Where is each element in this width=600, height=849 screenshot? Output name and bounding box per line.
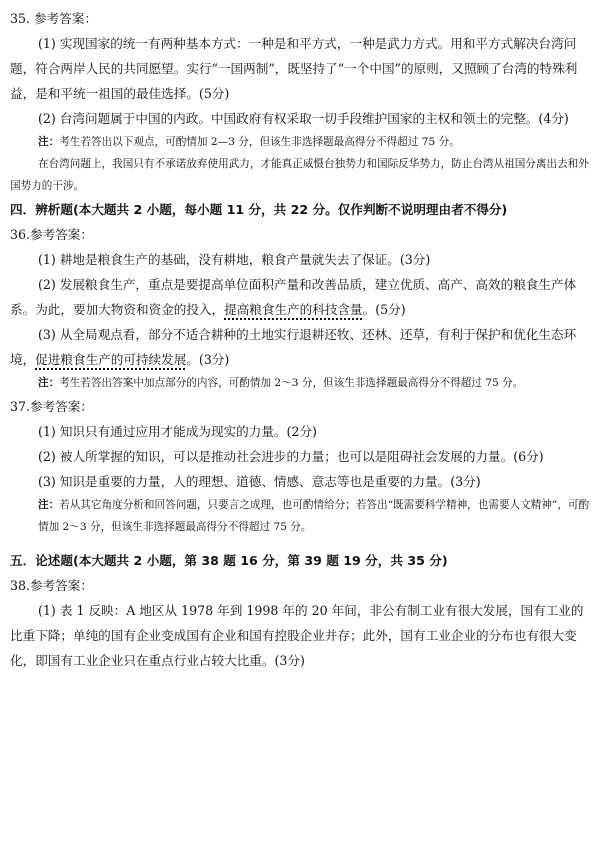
q37-answer-1: (1) 知识只有通过应用才能成为现实的力量。(2分) [38,424,317,439]
q38-heading: 38.参考答案： [10,578,93,593]
q36-note [10,372,590,394]
q37-answer-3: (3) 知识是重要的力量，人的理想、道德、情感、意志等也是重要的力量。(3分) [38,474,481,489]
q35-heading: 35. 参考答案： [10,11,98,26]
q35-note [10,131,590,153]
q35-note-paragraph: 在台湾问题上，我国只有不承诺放弃使用武力，才能真正威慑台独势力和国际反华势力，防止台湾从祖国分离出去和外国势力的干涉。 [10,158,589,192]
section-4-title: 四．辨析题(本大题共 2 小题，每小题 11 分，共 22 分。仅作判断不说明理由者不得分) [10,202,508,217]
q35-answer-1: (1) 实现国家的统一有两种基本方式：一种是和平方式，一种是武力方式。用和平方式解决台湾问题，符合两岸人民的共同愿望。实行“一国两制”，既坚持了“一个中国”的原则，又照顾了台湾的特殊利益，是和平统一祖国的最佳选择。(5分) [10,36,578,101]
emphasis-dotted-text: 促进粮食生产的可持续发展 [35,352,187,367]
note-label: 注： [38,499,60,511]
q35-answer-2: (2) 台湾问题属于中国的内政。中国政府有权采取一切手段维护国家的主权和领土的完整。(4分) [38,111,569,126]
spacer [10,538,590,548]
section-5-title: 五．论述题(本大题共 2 小题，第 38 题 16 分，第 39 题 19 分，共 35 分) [10,553,448,568]
q37-answer-2: (2) 被人所掌握的知识，可以是推动社会进步的力量；也可以是阻碍社会发展的力量。(6分) [38,449,544,464]
q36-answer-2-score: 。(5分) [362,302,406,317]
q36-answer-3-text: (3) 从全局观点看，部分不适合耕种的土地实行退耕还牧、还林、还草，有利于保护和优化生态环境， [10,327,577,367]
q36-answer-3 [10,322,590,372]
note-label: 注： [38,377,60,389]
q36-answer-3-score: 。(3分) [186,352,230,367]
note-label: 注： [38,136,60,148]
q36-answer-2 [10,272,590,322]
q37-note [10,494,590,538]
q36-answer-2-text: (2) 发展粮食生产，重点是要提高单位面积产量和改善品质，建立优质、高产、高效的粮食生产体系。为此，要加大物资和资金的投入， [10,277,577,317]
note-text: 考生若答出以下观点，可酌情加 2—3 分，但该生非选择题最高得分不得超过 75 分。 [59,136,460,148]
q38-answer-1: (1) 表 1 反映：A 地区从 1978 年到 1998 年的 20 年间，非公有制工业有很大发展，国有工业的比重下降；单纯的国有企业变成国有企业和国有控股企业并存；此外，国有工业企业的分布也有很大变化，即国有工业企业只在重点行业占较大比重。(3分) [10,603,584,668]
q36-heading: 36.参考答案： [10,227,93,242]
q37-heading: 37.参考答案： [10,399,93,414]
q36-answer-1: (1) 耕地是粮食生产的基础，没有耕地，粮食产量就失去了保证。(3分) [38,252,431,267]
note-text: 若从其它角度分析和回答问题，只要言之成理，也可酌情给分；若答出“既需要科学精神，也需要人文精神”，可酌情加 2～3 分，但该生非选择题最高得分不得超过 75 分。 [38,499,590,533]
emphasis-dotted-text: 提高粮食生产的科技含量 [224,302,363,317]
note-text: 考生若答出答案中加点部分的内容，可酌情加 2～3 分，但该生非选择题最高得分不得超过 75 分。 [59,377,524,389]
